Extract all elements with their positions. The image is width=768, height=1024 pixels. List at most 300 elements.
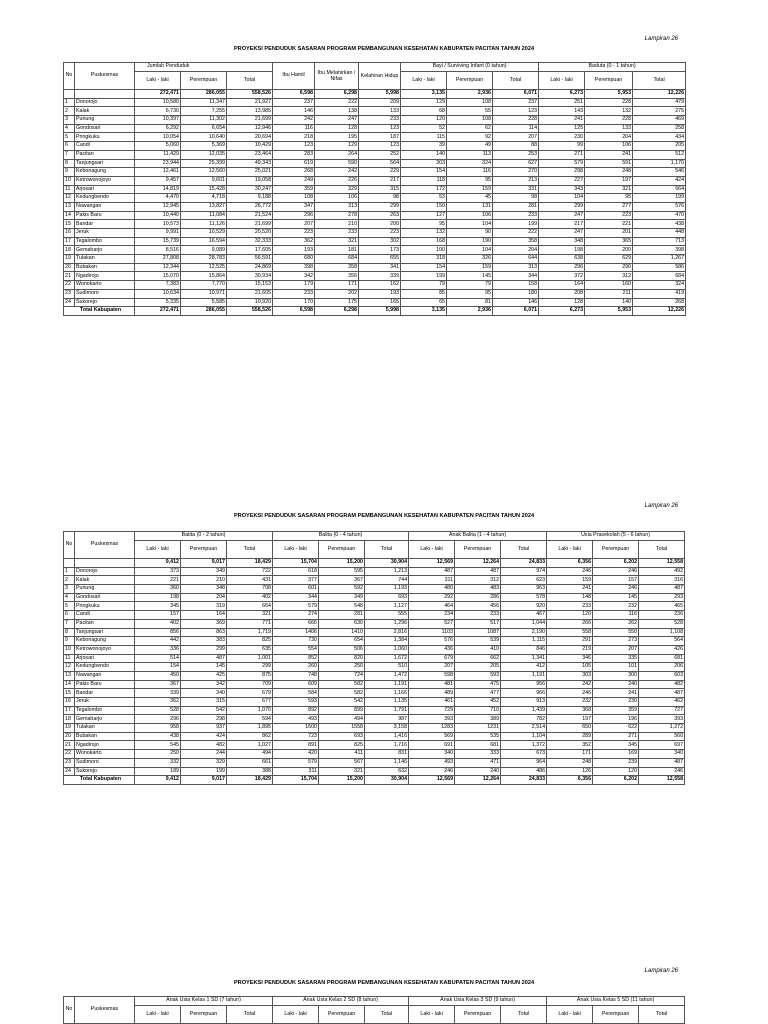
row-number: 7 [64, 150, 75, 159]
table-cell: 298 [181, 715, 227, 724]
table-cell: 13,985 [227, 107, 273, 116]
row-number: 22 [64, 281, 75, 290]
table-cell: 592 [319, 585, 365, 594]
table-cell: 319 [181, 602, 227, 611]
row-number: 9 [64, 168, 75, 177]
table-cell: 630 [319, 619, 365, 628]
row-number: 23 [64, 758, 75, 767]
table-cell: 618 [273, 567, 319, 576]
table-cell: 233 [547, 602, 593, 611]
puskesmas-name: Ngadirojo [75, 741, 135, 750]
table-cell: 369 [181, 619, 227, 628]
table-row [64, 272, 686, 281]
table-cell: 315 [181, 698, 227, 707]
table-body [64, 90, 686, 316]
table-cell: 275 [633, 107, 686, 116]
summary-cell: 24,833 [501, 559, 547, 568]
table-cell: 335 [593, 654, 639, 663]
header-laki: Laki - laki [539, 72, 585, 90]
table-cell: 10,971 [181, 289, 227, 298]
table-cell: 377 [273, 576, 319, 585]
table-cell: 349 [319, 593, 365, 602]
table-cell: 974 [501, 567, 547, 576]
table-cell: 201 [585, 229, 633, 238]
table-cell: 217 [359, 176, 401, 185]
row-number: 24 [64, 298, 75, 307]
table-cell: 9,991 [135, 229, 181, 238]
table-cell: 10,440 [135, 211, 181, 220]
table-cell: 1600 [273, 724, 319, 733]
row-number: 3 [64, 585, 75, 594]
table-cell: 105 [547, 663, 593, 672]
table-cell: 233 [493, 211, 539, 220]
table-cell: 438 [135, 732, 181, 741]
puskesmas-name: Sukorejo [75, 298, 135, 307]
table-cell: 200 [359, 220, 401, 229]
table-cell: 240 [593, 680, 639, 689]
table-cell: 601 [273, 585, 319, 594]
header-puskesmas: Puskesmas [75, 997, 135, 1024]
page-title: PROYEKSI PENDUDUK SASARAN PROGRAM PEMBANGUNAN KESEHATAN KABUPATEN PACITAN TAHUN 2024 [233, 980, 535, 986]
header-total: Total [227, 541, 273, 559]
table-cell: 252 [359, 150, 401, 159]
table-cell: 175 [315, 298, 359, 307]
table-cell: 131 [447, 202, 493, 211]
table-cell: 145 [181, 663, 227, 672]
row-number: 22 [64, 750, 75, 759]
table-cell: 10,529 [181, 229, 227, 238]
table-cell: 11,126 [181, 220, 227, 229]
table-cell: 241 [547, 585, 593, 594]
puskesmas-name: Kalak [75, 107, 135, 116]
summary-cell: 5,998 [359, 90, 401, 99]
table-row [64, 107, 686, 116]
puskesmas-name: Ketrowonojoyo [75, 176, 135, 185]
table-cell: 402 [135, 619, 181, 628]
header-perempuan: Perempuan [181, 541, 227, 559]
table-row [64, 576, 685, 585]
table-cell: 527 [409, 619, 455, 628]
table-row [64, 142, 686, 151]
total-cell: 5,998 [359, 307, 401, 316]
table-cell: 1,108 [639, 628, 685, 637]
table-anak-sd [63, 996, 685, 1024]
header-total: Total [227, 1006, 273, 1024]
table-cell: 11,302 [181, 116, 227, 125]
table-cell: 99 [539, 142, 585, 151]
table-cell: 23,944 [135, 159, 181, 168]
table-cell: 241 [585, 150, 633, 159]
row-number: 5 [64, 602, 75, 611]
table-cell: 344 [273, 593, 319, 602]
puskesmas-name: Tegalombo [75, 237, 135, 246]
table-cell: 748 [273, 671, 319, 680]
table-cell: 10,920 [227, 298, 273, 307]
table-cell: 222 [315, 98, 359, 107]
table-cell: 691 [409, 741, 455, 750]
table-cell: 595 [319, 567, 365, 576]
table-cell: 193 [273, 246, 315, 255]
table-row [64, 159, 686, 168]
puskesmas-name: Candi [75, 142, 135, 151]
row-number: 1 [64, 98, 75, 107]
table-row [64, 593, 685, 602]
table-cell: 296 [135, 715, 181, 724]
table-cell: 123 [273, 142, 315, 151]
table-cell: 681 [455, 741, 501, 750]
table-cell: 204 [181, 593, 227, 602]
table-cell: 12,035 [181, 150, 227, 159]
row-number: 10 [64, 176, 75, 185]
table-cell: 242 [315, 168, 359, 177]
table-cell: 12,461 [135, 168, 181, 177]
table-cell: 143 [539, 107, 585, 116]
header-laki: Laki - laki [273, 1006, 319, 1024]
summary-cell: 6,298 [315, 90, 359, 99]
table-cell: 359 [593, 706, 639, 715]
table-cell: 358 [315, 263, 359, 272]
table-cell: 493 [273, 715, 319, 724]
table-cell: 546 [633, 168, 686, 177]
summary-cell: 2,936 [447, 90, 493, 99]
table-row [64, 706, 685, 715]
table-cell: 5,585 [181, 298, 227, 307]
table-row [64, 255, 686, 264]
table-cell: 7,383 [135, 281, 181, 290]
table-cell: 106 [585, 142, 633, 151]
table-cell: 10,634 [135, 289, 181, 298]
table-cell: 481 [409, 680, 455, 689]
row-number: 19 [64, 255, 75, 264]
table-cell: 548 [319, 602, 365, 611]
table-cell: 197 [585, 176, 633, 185]
table-cell: 133 [585, 124, 633, 133]
table-cell: 693 [319, 732, 365, 741]
table-row [64, 116, 686, 125]
total-cell: 272,471 [135, 307, 181, 316]
header-ibu-hamil: Ibu Hamil [273, 63, 315, 90]
header-no: No [64, 63, 75, 90]
table-cell: 274 [273, 611, 319, 620]
table-cell: 709 [227, 680, 273, 689]
puskesmas-name: Tulakan [75, 255, 135, 264]
row-number: 2 [64, 576, 75, 585]
puskesmas-name: Jeruk [75, 698, 135, 707]
table-cell: 344 [493, 272, 539, 281]
table-cell: 23,464 [227, 150, 273, 159]
puskesmas-name: Kedungbendo [75, 194, 135, 203]
table-cell: 856 [135, 628, 181, 637]
table-cell: 1,070 [227, 706, 273, 715]
row-number: 16 [64, 698, 75, 707]
table-cell: 88 [493, 142, 539, 151]
table-cell: 684 [315, 255, 359, 264]
table-cell: 299 [181, 645, 227, 654]
puskesmas-name: Gemaharjo [75, 246, 135, 255]
puskesmas-name: Candi [75, 611, 135, 620]
table-cell: 292 [409, 593, 455, 602]
header-no: No [64, 532, 75, 559]
table-cell: 15,739 [135, 237, 181, 246]
total-kabupaten-row [64, 307, 686, 316]
table-cell: 367 [319, 576, 365, 585]
table-cell: 555 [365, 611, 409, 620]
table-cell: 286 [455, 593, 501, 602]
table-cell: 1,341 [501, 654, 547, 663]
header-puskesmas: Puskesmas [75, 63, 135, 90]
puskesmas-name: Tanjungsari [75, 628, 135, 637]
table-cell: 343 [539, 185, 585, 194]
puskesmas-name: Ngadirojo [75, 272, 135, 281]
table-cell: 15,864 [181, 272, 227, 281]
summary-cell: 9,412 [135, 559, 181, 568]
row-number: 16 [64, 229, 75, 238]
table-cell: 487 [639, 758, 685, 767]
table-cell: 1,672 [365, 654, 409, 663]
table-cell: 655 [359, 255, 401, 264]
puskesmas-name: Punung [75, 585, 135, 594]
table-cell: 242 [547, 680, 593, 689]
table-cell: 359 [273, 185, 315, 194]
table-cell: 1,719 [227, 628, 273, 637]
puskesmas-name: Kebonagung [75, 168, 135, 177]
table-row [64, 698, 685, 707]
row-number: 14 [64, 211, 75, 220]
table-cell: 831 [365, 750, 409, 759]
table-cell: 123 [359, 142, 401, 151]
table-cell: 123 [359, 124, 401, 133]
table-cell: 470 [633, 211, 686, 220]
table-cell: 1087 [455, 628, 501, 637]
table-cell: 247 [539, 229, 585, 238]
table-cell: 487 [455, 567, 501, 576]
row-number: 13 [64, 671, 75, 680]
table-cell: 9,601 [181, 176, 227, 185]
puskesmas-name: Tegalombo [75, 706, 135, 715]
table-cell: 360 [135, 585, 181, 594]
table-cell: 598 [409, 671, 455, 680]
table-row [64, 98, 686, 107]
table-batita-balita [63, 531, 685, 785]
table-row [64, 281, 686, 290]
table-cell: 346 [547, 654, 593, 663]
table-cell: 20,694 [227, 133, 273, 142]
total-kabupaten-label: Total Kabupaten [64, 776, 135, 785]
table-cell: 222 [493, 229, 539, 238]
puskesmas-name: Punung [75, 116, 135, 125]
table-cell: 300 [593, 671, 639, 680]
total-cell: 6,071 [493, 307, 539, 316]
table-cell: 296 [539, 263, 585, 272]
table-cell: 535 [455, 732, 501, 741]
total-cell: 12,226 [633, 307, 686, 316]
summary-cell: 6,598 [273, 90, 315, 99]
table-row [64, 645, 685, 654]
table-cell: 673 [501, 750, 547, 759]
table-cell: 362 [273, 237, 315, 246]
table-cell: 95 [447, 176, 493, 185]
table-cell: 966 [501, 689, 547, 698]
table-cell: 169 [593, 750, 639, 759]
table-cell: 412 [501, 663, 547, 672]
table-cell: 345 [135, 602, 181, 611]
table-cell: 108 [447, 116, 493, 125]
table-cell: 506 [319, 645, 365, 654]
total-cell: 12,558 [639, 776, 685, 785]
table-cell: 852 [273, 654, 319, 663]
table-cell: 159 [447, 263, 493, 272]
header-perempuan: Perempuan [593, 1006, 639, 1024]
header-total: Total [365, 541, 409, 559]
header-perempuan: Perempuan [455, 1006, 501, 1024]
lampiran-label: Lampiran 26 [644, 503, 678, 509]
table-row [64, 663, 685, 672]
table-cell: 13,827 [181, 202, 227, 211]
table-cell: 150 [401, 202, 447, 211]
summary-cell: 15,704 [273, 559, 319, 568]
table-cell: 681 [639, 654, 685, 663]
table-cell: 246 [547, 567, 593, 576]
puskesmas-name: Arjosari [75, 185, 135, 194]
table-cell: 145 [593, 593, 639, 602]
row-number: 1 [64, 567, 75, 576]
table-cell: 1,791 [365, 706, 409, 715]
table-cell: 632 [365, 767, 409, 776]
table-cell: 179 [273, 281, 315, 290]
table-cell: 289 [547, 732, 593, 741]
table-cell: 510 [365, 663, 409, 672]
table-cell: 223 [273, 229, 315, 238]
table-cell: 6,730 [135, 107, 181, 116]
table-cell: 189 [135, 767, 181, 776]
table-cell: 120 [401, 116, 447, 125]
table-cell: 16,594 [181, 237, 227, 246]
table-cell: 12,945 [135, 202, 181, 211]
table-cell: 662 [455, 654, 501, 663]
table-cell: 654 [319, 637, 365, 646]
table-cell: 677 [227, 698, 273, 707]
header-total: Total [639, 541, 685, 559]
table-row [64, 619, 685, 628]
table-row [64, 741, 685, 750]
table-cell: 17,605 [227, 246, 273, 255]
table-cell: 708 [227, 585, 273, 594]
table-cell: 321 [319, 767, 365, 776]
total-cell: 558,526 [227, 307, 273, 316]
summary-cell: 6,273 [539, 90, 585, 99]
table-cell: 487 [639, 689, 685, 698]
table-cell: 233 [315, 229, 359, 238]
table-cell: 333 [455, 750, 501, 759]
row-number: 12 [64, 663, 75, 672]
table-row [64, 211, 686, 220]
table-cell: 312 [585, 272, 633, 281]
table-row [64, 724, 685, 733]
table-cell: 160 [585, 281, 633, 290]
table-cell: 164 [181, 611, 227, 620]
table-cell: 456 [455, 602, 501, 611]
table-cell: 240 [455, 767, 501, 776]
table-cell: 157 [135, 611, 181, 620]
table-cell: 477 [455, 689, 501, 698]
row-number: 7 [64, 619, 75, 628]
summary-cell: 12,226 [633, 90, 686, 99]
table-cell: 199 [401, 272, 447, 281]
total-cell: 9,412 [135, 776, 181, 785]
table-cell: 339 [359, 272, 401, 281]
table-cell: 576 [409, 637, 455, 646]
row-number: 8 [64, 628, 75, 637]
row-number: 23 [64, 289, 75, 298]
table-cell: 464 [409, 602, 455, 611]
puskesmas-name: Donorojo [75, 98, 135, 107]
summary-cell: 15,200 [319, 559, 365, 568]
table-cell: 9,457 [135, 176, 181, 185]
header-perempuan: Perempuan [319, 1006, 365, 1024]
table-cell: 584 [273, 689, 319, 698]
puskesmas-name: Sudimoro [75, 758, 135, 767]
table-row [64, 654, 685, 663]
table-cell: 25,399 [181, 159, 227, 168]
table-cell: 281 [493, 202, 539, 211]
table-cell: 863 [181, 628, 227, 637]
table-cell: 487 [639, 585, 685, 594]
table-cell: 12,946 [227, 124, 273, 133]
table-cell: 108 [447, 98, 493, 107]
table-cell: 299 [227, 663, 273, 672]
table-cell: 268 [633, 298, 686, 307]
row-number: 12 [64, 194, 75, 203]
table-cell: 627 [493, 159, 539, 168]
table-row [64, 758, 685, 767]
table-cell: 365 [585, 237, 633, 246]
table-cell: 114 [493, 124, 539, 133]
table-cell: 132 [401, 229, 447, 238]
puskesmas-name: Gemaharjo [75, 715, 135, 724]
header-kelas2: Anak Usia Kelas 2 SD (8 tahun) [273, 997, 409, 1006]
table-cell: 609 [273, 680, 319, 689]
table-cell: 154 [401, 168, 447, 177]
table-cell: 146 [273, 107, 315, 116]
table-cell: 569 [409, 732, 455, 741]
table-cell: 24,869 [227, 263, 273, 272]
table-cell: 348 [181, 585, 227, 594]
header-laki: Laki - laki [135, 1006, 181, 1024]
puskesmas-name: Ketrowonojoyo [75, 645, 135, 654]
table-cell: 494 [227, 750, 273, 759]
table-cell: 226 [315, 176, 359, 185]
table-cell: 258 [633, 124, 686, 133]
table-cell: 15,070 [135, 272, 181, 281]
total-kabupaten-row [64, 776, 685, 785]
table-row [64, 732, 685, 741]
table-cell: 68 [401, 107, 447, 116]
header-kelas1: Anak Usia Kelas 1 SD (7 tahun) [135, 997, 273, 1006]
table-cell: 52 [401, 124, 447, 133]
table-cell: 204 [493, 246, 539, 255]
table-cell: 487 [409, 567, 455, 576]
table-row [64, 133, 686, 142]
table-cell: 237 [273, 98, 315, 107]
table-cell: 892 [273, 706, 319, 715]
table-cell: 92 [447, 133, 493, 142]
table-cell: 1,060 [365, 645, 409, 654]
table-cell: 262 [593, 619, 639, 628]
table-cell: 7,255 [181, 107, 227, 116]
table-cell: 250 [319, 663, 365, 672]
table-cell: 249 [273, 176, 315, 185]
table-cell: 227 [539, 176, 585, 185]
